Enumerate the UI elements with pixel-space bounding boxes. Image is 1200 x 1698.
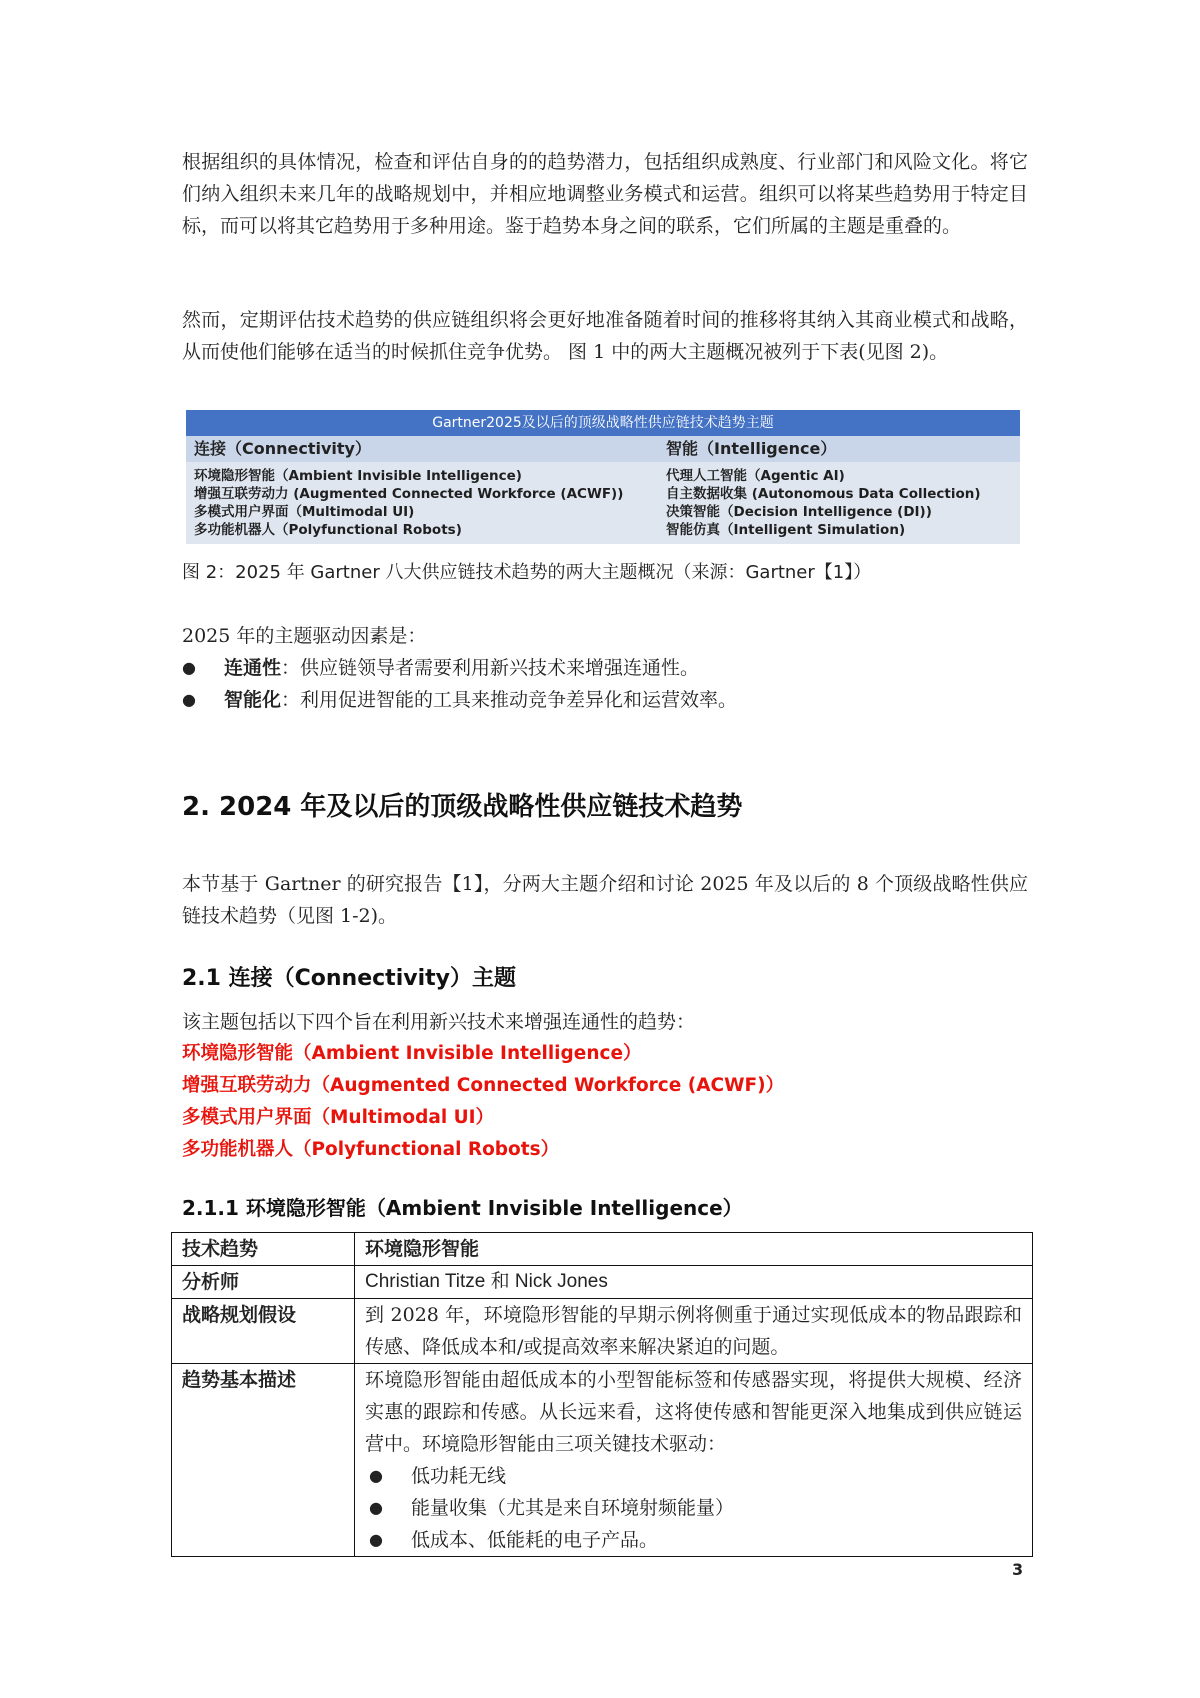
page-number: 3 — [1012, 1560, 1024, 1579]
trend-item: 增强互联劳动力（Augmented Connected Workforce (ACWF)） — [182, 1075, 785, 1096]
connectivity-trend-list — [186, 467, 658, 539]
table-row — [172, 1233, 1033, 1266]
list-item — [365, 1460, 1022, 1492]
figure-caption: 图 2：2025 年 Gartner 八大供应链技术趋势的两大主题概况（来源：Gartner【1】） — [182, 562, 872, 583]
figure-title: Gartner2025及以后的顶级战略性供应链技术趋势主题 — [186, 410, 1020, 436]
trend-info-table — [171, 1232, 1033, 1557]
driver-label: 连通性 — [224, 657, 282, 679]
figure-header-row — [186, 436, 1020, 462]
figure-body — [186, 462, 1020, 539]
list-item — [365, 1524, 1022, 1556]
driver-bullet — [182, 684, 737, 716]
bullet-icon: ● — [182, 690, 196, 709]
table-row — [172, 1266, 1033, 1299]
description-text: 环境隐形智能由超低成本的小型智能标签和传感器实现，将提供大规模、经济实惠的跟踪和传感。从长远来看，这将使传感和智能更深入地集成到供应链运营中。环境隐形智能由三项关键技术驱动： — [365, 1369, 1022, 1455]
bullet-icon: ● — [369, 1498, 383, 1517]
list-item: 代理人工智能（Agentic AI) — [666, 468, 845, 484]
list-item: 多功能机器人（Polyfunctional Robots) — [194, 522, 462, 538]
driver-text: ：利用促进智能的工具来推动竞争差异化和运营效率。 — [281, 689, 738, 711]
driver-text: ：供应链领导者需要利用新兴技术来增强连通性。 — [281, 657, 700, 679]
table-key: 分析师 — [172, 1266, 355, 1299]
bullet-text: 低功耗无线 — [411, 1465, 507, 1487]
body-paragraph: 本节基于 Gartner 的研究报告【1】，分两大主题介绍和讨论 2025 年及以后的 8 个顶级战略性供应链技术趋势（见图 1-2)。 — [182, 873, 1028, 927]
trend-themes-figure — [186, 410, 1020, 544]
bullet-text: 能量收集（尤其是来自环境射频能量） — [411, 1497, 735, 1519]
table-key: 趋势基本描述 — [172, 1364, 355, 1557]
bullet-text: 低成本、低能耗的电子产品。 — [411, 1529, 659, 1551]
section-heading: 2. 2024 年及以后的顶级战略性供应链技术趋势 — [182, 792, 743, 822]
body-paragraph: 根据组织的具体情况，检查和评估自身的的趋势潜力，包括组织成熟度、行业部门和风险文化。将它们纳入组织未来几年的战略规划中，并相应地调整业务模式和运营。组织可以将某些趋势用于特定目标，而可以将其它趋势用于多种用途。鉴于趋势本身之间的联系，它们所属的主题是重叠的。 — [182, 151, 1028, 237]
drivers-intro: 2025 年的主题驱动因素是： — [182, 625, 427, 647]
trend-item: 多模式用户界面（Multimodal UI） — [182, 1107, 495, 1128]
driver-label: 智能化 — [224, 689, 282, 711]
list-item — [365, 1492, 1022, 1524]
table-value: 环境隐形智能 — [355, 1233, 1033, 1266]
list-item: 增强互联劳动力 (Augmented Connected Workforce (ACWF)) — [194, 486, 624, 502]
figure-header-connectivity: 连接（Connectivity） — [194, 439, 371, 458]
table-row — [172, 1364, 1033, 1557]
list-item: 自主数据收集 (Autonomous Data Collection) — [666, 486, 981, 502]
description-bullets — [365, 1460, 1022, 1556]
table-row — [172, 1299, 1033, 1364]
body-paragraph: 然而，定期评估技术趋势的供应链组织将会更好地准备随着时间的推移将其纳入其商业模式和战略，从而使他们能够在适当的时候抓住竞争优势。 图 1 中的两大主题概况被列于下表(见图 2)。 — [182, 309, 1028, 363]
list-item: 环境隐形智能（Ambient Invisible Intelligence) — [194, 468, 522, 484]
bullet-icon: ● — [369, 1466, 383, 1485]
list-item: 多模式用户界面（Multimodal UI) — [194, 504, 415, 520]
bullet-icon: ● — [369, 1530, 383, 1549]
intelligence-trend-list — [658, 467, 1020, 539]
table-value: 到 2028 年，环境隐形智能的早期示例将侧重于通过实现低成本的物品跟踪和传感、降低成本和/或提高效率来解决紧迫的问题。 — [355, 1299, 1033, 1364]
table-value: Christian Titze 和 Nick Jones — [355, 1266, 1033, 1299]
subsubsection-heading: 2.1.1 环境隐形智能（Ambient Invisible Intelligence） — [182, 1196, 743, 1220]
bullet-icon: ● — [182, 658, 196, 677]
trend-item: 环境隐形智能（Ambient Invisible Intelligence） — [182, 1043, 642, 1064]
figure-header-intelligence: 智能（Intelligence） — [666, 439, 837, 458]
driver-bullet — [182, 652, 699, 684]
table-value-description — [355, 1364, 1033, 1557]
list-item: 智能仿真（Intelligent Simulation) — [666, 522, 906, 538]
subsection-heading: 2.1 连接（Connectivity）主题 — [182, 966, 516, 991]
list-item: 决策智能（Decision Intelligence (DI)) — [666, 504, 932, 520]
subsection-intro: 该主题包括以下四个旨在利用新兴技术来增强连通性的趋势： — [182, 1011, 696, 1033]
table-key: 技术趋势 — [172, 1233, 355, 1266]
table-key: 战略规划假设 — [172, 1299, 355, 1364]
trend-item: 多功能机器人（Polyfunctional Robots） — [182, 1139, 560, 1160]
